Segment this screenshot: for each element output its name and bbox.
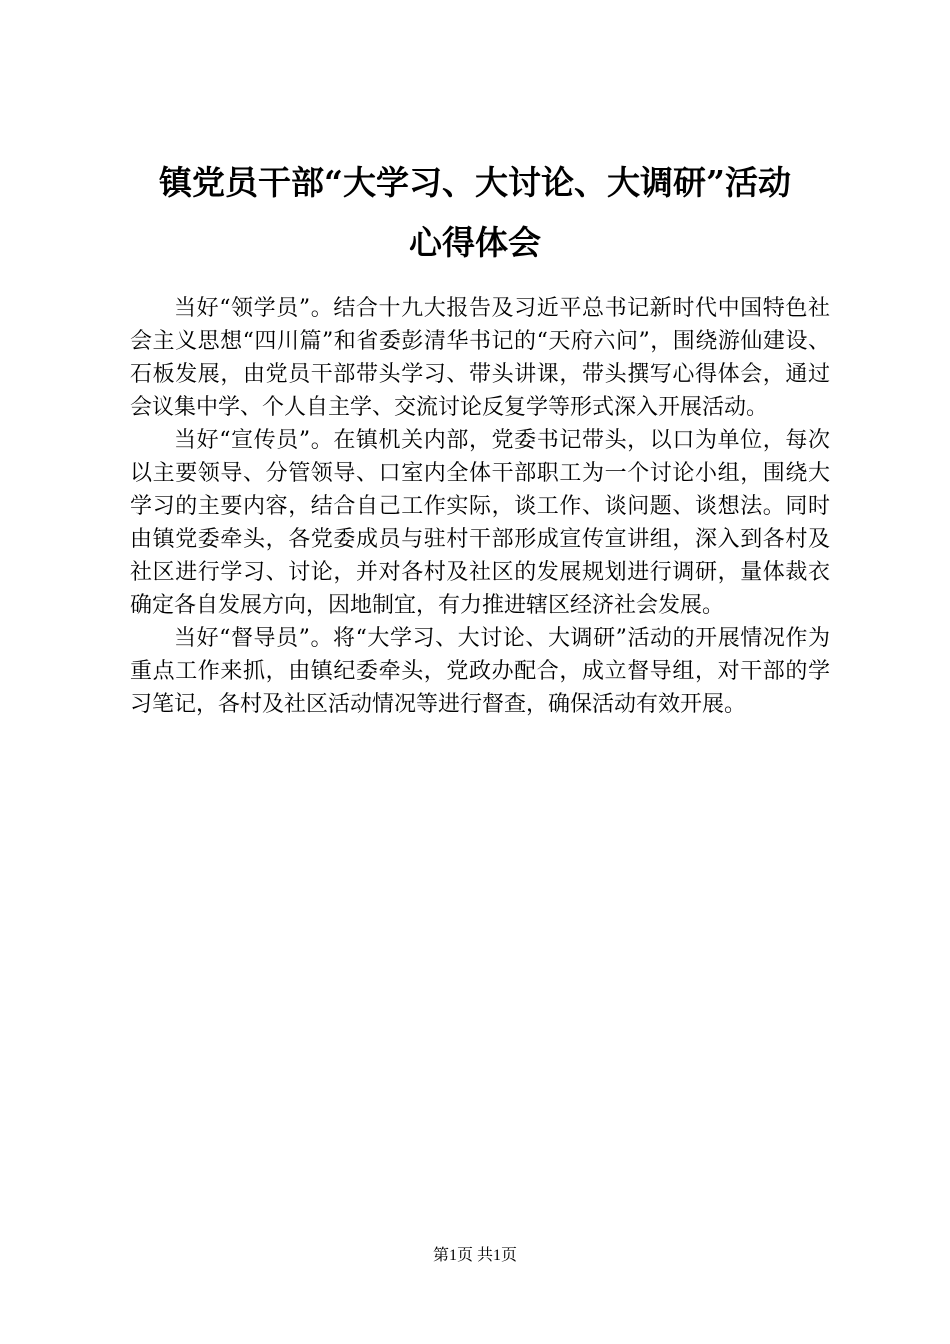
body-paragraph-1: 当好“领学员”。结合十九大报告及习近平总书记新时代中国特色社会主义思想“四川篇”和省委彭清华书记的“天府六问”，围绕游仙建设、石板发展，由党员干部带头学习、带头讲课，带头撰写心得体会，通过会议集中学、个人自主学、交流讨论反复学等形式深入开展活动。 bbox=[130, 296, 830, 420]
document-title-line-2: 心得体会 bbox=[409, 223, 541, 262]
document-body bbox=[130, 292, 830, 721]
page-number-footer: 第1页 共1页 bbox=[432, 1247, 517, 1264]
body-paragraph-3: 当好“督导员”。将“大学习、大讨论、大调研”活动的开展情况作为重点工作来抓，由镇纪委牵头，党政办配合，成立督导组，对干部的学习笔记，各村及社区活动情况等进行督查，确保活动有效开展。 bbox=[130, 626, 830, 717]
body-paragraph-2: 当好“宣传员”。在镇机关内部，党委书记带头，以口为单位，每次以主要领导、分管领导、口室内全体干部职工为一个讨论小组，围绕大学习的主要内容，结合自己工作实际，谈工作、谈问题、谈想法。同时由镇党委牵头，各党委成员与驻村干部形成宣传宣讲组，深入到各村及社区进行学习、讨论，并对各村及社区的发展规划进行调研，量体裁衣确定各自发展方向，因地制宜，有力推进辖区经济社会发展。 bbox=[130, 428, 830, 618]
document-title-line-1: 镇党员干部“大学习、大讨论、大调研”活动 bbox=[159, 163, 791, 202]
